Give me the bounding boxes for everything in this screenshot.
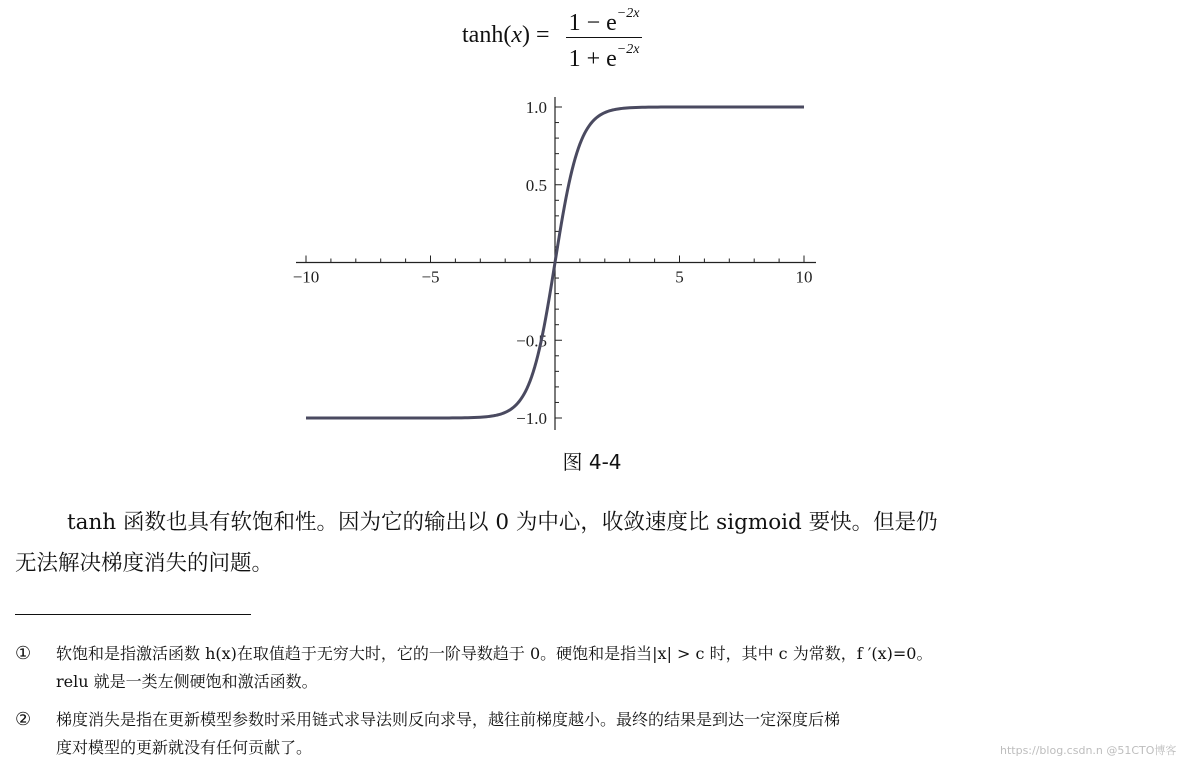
watermark: https://blog.csdn.n @51CTO博客 bbox=[1000, 744, 1177, 757]
footnote-mark: ② bbox=[15, 709, 32, 730]
paragraph-line-2: 无法解决梯度消失的问题。 bbox=[15, 551, 274, 576]
y-tick-label: 0.5 bbox=[525, 175, 547, 195]
formula-exponent: −2x bbox=[616, 6, 640, 21]
y-tick-label: 1.0 bbox=[525, 98, 547, 117]
y-tick-label: −1.0 bbox=[516, 409, 547, 428]
formula-fraction bbox=[566, 6, 642, 70]
formula-lhs: tanh(x) = bbox=[462, 22, 550, 48]
formula-numerator: $1 - e^{-2x}$ bbox=[568, 6, 640, 36]
footnote-mark: ① bbox=[15, 643, 32, 664]
formula-denominator: $1 + e^{-2x}$ bbox=[568, 42, 640, 72]
body-paragraph bbox=[15, 502, 1175, 584]
footnote-2-line-2: 度对模型的更新就没有任何贡献了。 bbox=[56, 738, 313, 757]
y-tick-label: −0.5 bbox=[516, 331, 547, 351]
tanh-chart bbox=[270, 90, 830, 438]
footnote-1 bbox=[15, 640, 1175, 696]
footnote-2-line-1: 梯度消失是指在更新模型参数时采用链式求导法则反向求导，越往前梯度越小。最终的结果是到达一定深度后梯 bbox=[56, 710, 841, 729]
footnote-1-line-1: 软饱和是指激活函数 h(x)在取值趋于无穷大时，它的一阶导数趋于 0。硬饱和是指当|x| > c 时，其中 c 为常数，f ′(x)=0。 bbox=[56, 644, 933, 663]
x-tick-label: 10 bbox=[795, 267, 813, 287]
paragraph-line-1: tanh 函数也具有软饱和性。因为它的输出以 0 为中心，收敛速度比 sigmoid 要快。但是仍 bbox=[67, 510, 938, 535]
footnote-1-line-2: relu 就是一类左侧硬饱和激活函数。 bbox=[56, 672, 318, 691]
footnote-separator bbox=[15, 614, 251, 615]
x-tick-label: −10 bbox=[292, 267, 320, 287]
fraction-bar bbox=[566, 37, 642, 38]
x-tick-label: 5 bbox=[675, 267, 684, 287]
x-tick-label: −5 bbox=[421, 267, 440, 287]
figure-caption: 图 4-4 bbox=[562, 450, 622, 474]
formula-exponent: −2x bbox=[616, 42, 640, 57]
tanh-formula bbox=[460, 2, 650, 72]
